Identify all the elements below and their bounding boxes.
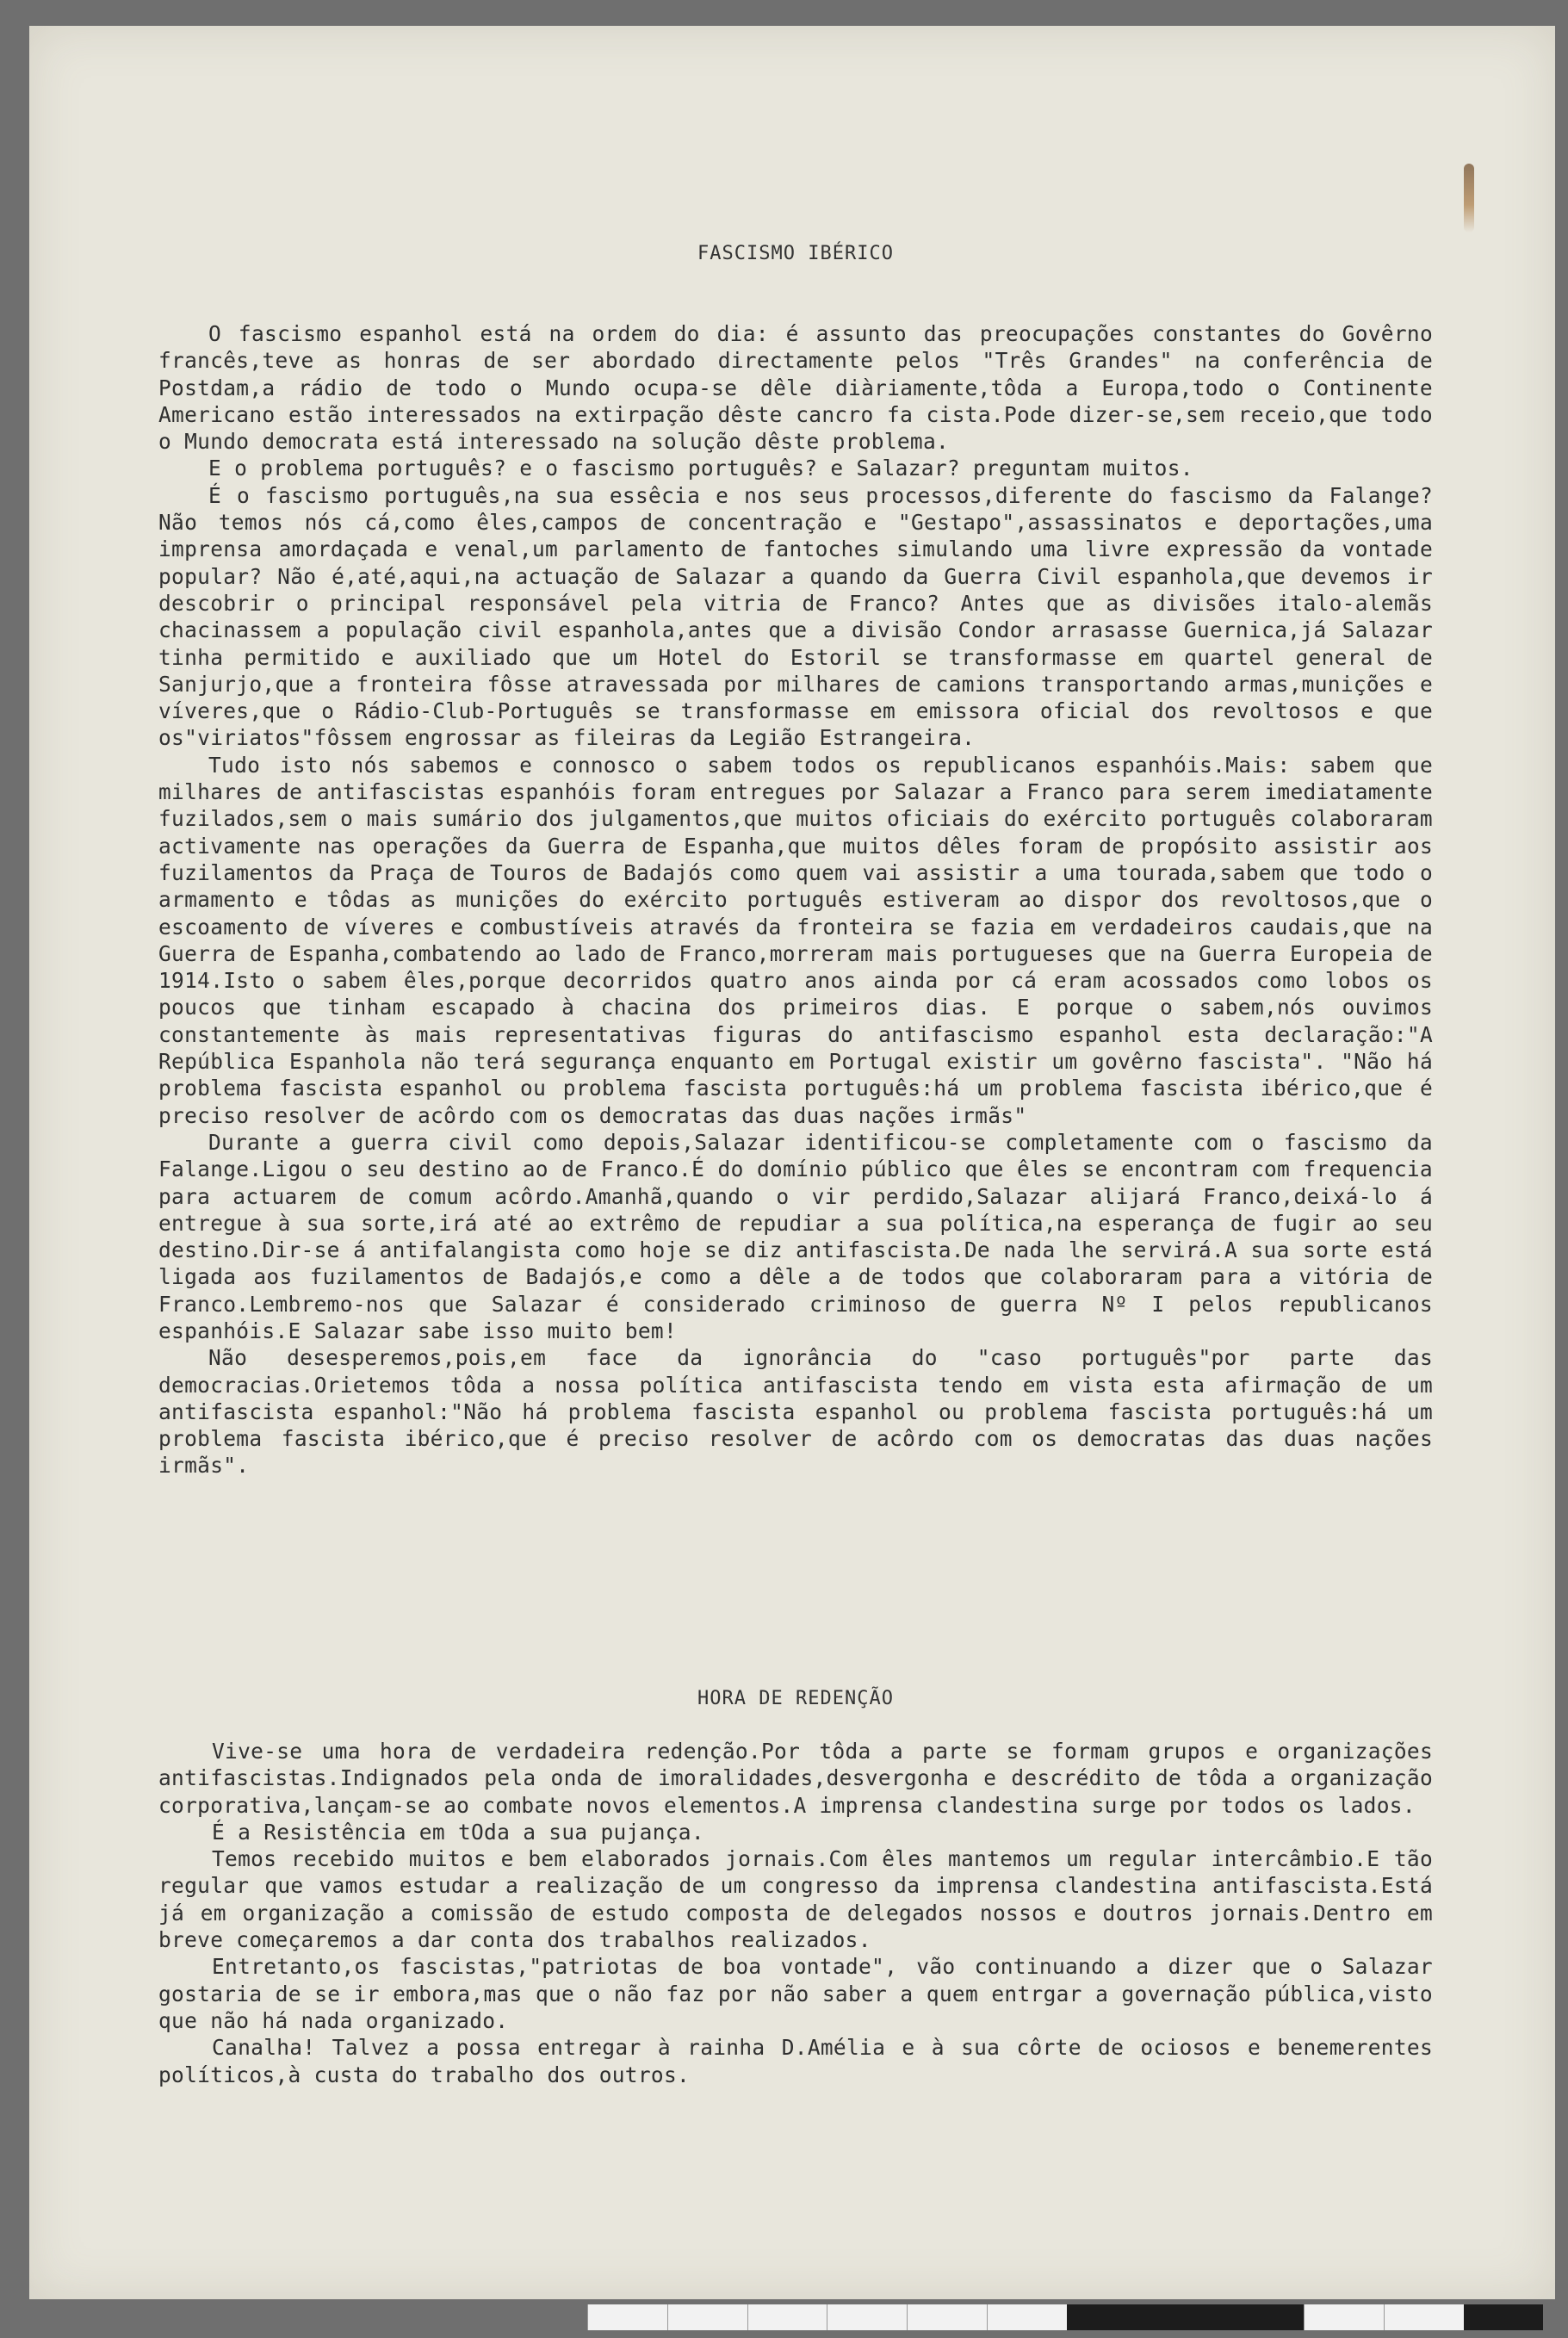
paragraph: O fascismo espanhol está na ordem do dia: é assunto das preocupações constantes do Govêrno francês,teve as honras de ser abordado directamente pelos "Três Grandes" na conferência de Postdam,a rádio de todo o Mundo ocupa-se dêle diàriamente,tôda a Europa,todo o Continente Americano estão interessados na extirpação dêste cancro fa cista.Pode dizer-se,sem receio,que todo o Mundo democrata está interessado na solução dêste problema. <box>158 321 1433 455</box>
paragraph: Canalha! Talvez a possa entregar à rainha D.Amélia e à sua côrte de ociosos e benemerentes políticos,à custa do trabalho dos outros. <box>158 2035 1433 2087</box>
paragraph: Não desesperemos,pois,em face da ignorância do "caso português"por parte das democracias.Orietemos tôda a nossa política antifascista tendo em vista esta afirmação de um antifascista espanhol:"Não há problema fascista espanhol ou problema fascista português:há um problema fascista ibérico,que é preciso resolver de acôrdo com os democratas das duas nações irmãs". <box>158 1345 1433 1479</box>
paragraph: Temos recebido muitos e bem elaborados jornais.Com êles mantemos um regular intercâmbio.E tão regular que vamos estudar a realização de um congresso da imprensa clandestina antifascista.Está já em organização a comissão de estudo composta de delegados nossos e doutros jornais.Dentro em breve começaremos a dar conta dos trabalhos realizados. <box>158 1846 1433 1953</box>
heading-hora-de-redencao: HORA DE REDENÇÃO <box>697 1688 894 1709</box>
scale-segment <box>907 2304 987 2330</box>
scale-segment <box>587 2304 667 2330</box>
paragraph: Entretanto,os fascistas,"patriotas de boa vontade", vão continuando a dizer que o Salazar gostaria de se ir embora,mas que o não faz por não saber a quem entrgar a governação pública,visto que não há nada organizado. <box>158 1954 1433 2033</box>
section-fascismo-iberico <box>158 320 1433 1479</box>
scale-segment <box>1225 2304 1305 2330</box>
color-scale-bar <box>587 2304 1543 2330</box>
section-hora-de-redencao <box>158 1738 1433 2088</box>
paragraph: E o problema português? e o fascismo português? e Salazar? preguntam muitos. <box>208 456 1193 481</box>
staple-stain <box>1464 164 1474 233</box>
document-page <box>29 26 1555 2299</box>
scale-segment <box>667 2304 747 2330</box>
paragraph: É a Resistência em tOda a sua pujança. <box>212 1819 704 1845</box>
scale-segment <box>1464 2304 1543 2330</box>
scale-segment <box>1384 2304 1464 2330</box>
paragraph: É o fascismo português,na sua essêcia e nos seus processos,diferente do fascismo da Falange? Não temos nós cá,como êles,campos de concentração e "Gestapo",assassinatos e deportações,uma imprensa amordaçada e venal,um parlamento de fantoches simulando uma livre expressão da vontade popular? Não é,até,aqui,na actuação de Salazar a quando da Guerra Civil espanhola,que devemos ir descobrir o principal responsável pela vitria de Franco? Antes que as divisões italo-alemãs chacinassem a população civil espanhola,antes que a divisão Condor arrasasse Guernica,já Salazar tinha permitido e auxiliado que um Hotel do Estoril se transformasse em quartel general de Sanjurjo,que a fronteira fôsse atravessada por milhares de camions transportando armas,munições e víveres,que o Rádio-Club-Português se transformasse em emissora oficial dos revoltosos e que os"viriatos"fôssem engrossar as fileiras da Legião Estrangeira. <box>158 482 1433 751</box>
scale-segment <box>987 2304 1067 2330</box>
scale-segment <box>1304 2304 1384 2330</box>
paragraph: Vive-se uma hora de verdadeira redenção.Por tôda a parte se formam grupos e organizações antifascistas.Indignados pela onda de imoralidades,desvergonha e descrédito de tôda a organização corporativa,lançam-se ao combate novos elementos.A imprensa clandestina surge por todos os lados. <box>158 1739 1433 1818</box>
scale-segment <box>1146 2304 1225 2330</box>
scale-segment <box>747 2304 827 2330</box>
heading-fascismo-iberico: FASCISMO IBÉRICO <box>697 243 894 264</box>
scale-segment <box>1067 2304 1146 2330</box>
paragraph: Durante a guerra civil como depois,Salazar identificou-se completamente com o fascismo da Falange.Ligou o seu destino ao de Franco.É do domínio público que êles se encontram com frequencia para actuarem de comum acôrdo.Amanhã,quando o vir perdido,Salazar alijará Franco,deixá-lo á entregue à sua sorte,irá até ao extrêmo de repudiar a sua política,na esperança de fugir ao seu destino.Dir-se á antifalangista como hoje se diz antifascista.De nada lhe servirá.A sua sorte está ligada aos fuzilamentos de Badajós,e como a dêle a de todos que colaboraram para a vitória de Franco.Lembremo-nos que Salazar é considerado criminoso de guerra Nº I pelos republicanos espanhóis.E Salazar sabe isso muito bem! <box>158 1129 1433 1343</box>
scale-segment <box>827 2304 907 2330</box>
paragraph: Tudo isto nós sabemos e connosco o sabem todos os republicanos espanhóis.Mais: sabem que milhares de antifascistas espanhóis foram entregues por Salazar a Franco para serem imediatamente fuzilados,sem o mais sumário dos julgamentos,que muitos oficiais do exército português colaboraram activamente nas operações da Guerra de Espanha,que muitos dêles foram de propósito assistir aos fuzilamentos da Praça de Touros de Badajós como quem vai assistir a uma tourada,sabem que todo o armamento e tôdas as munições do exército português estiveram ao dispor dos revoltosos,que o escoamento de víveres e combustíveis através da fronteira se fazia em verdadeiros caudais,que na Guerra de Espanha,combatendo ao lado de Franco,morreram mais portugueses que na Guerra Europeia de 1914.Isto o sabem êles,porque decorridos quatro anos ainda por cá eram acossados como lobos os poucos que tinham escapado à chacina dos primeiros dias. E porque o sabem,nós ouvimos constantemente às mais representativas figuras do antifascismo espanhol esta declaração:"A República Espanhola não terá segurança enquanto em Portugal existir um govêrno fascista". "Não há problema fascista espanhol ou problema fascista português:há um problema fascista ibérico,que é preciso resolver de acôrdo com os democratas das duas nações irmãs" <box>158 752 1433 1128</box>
